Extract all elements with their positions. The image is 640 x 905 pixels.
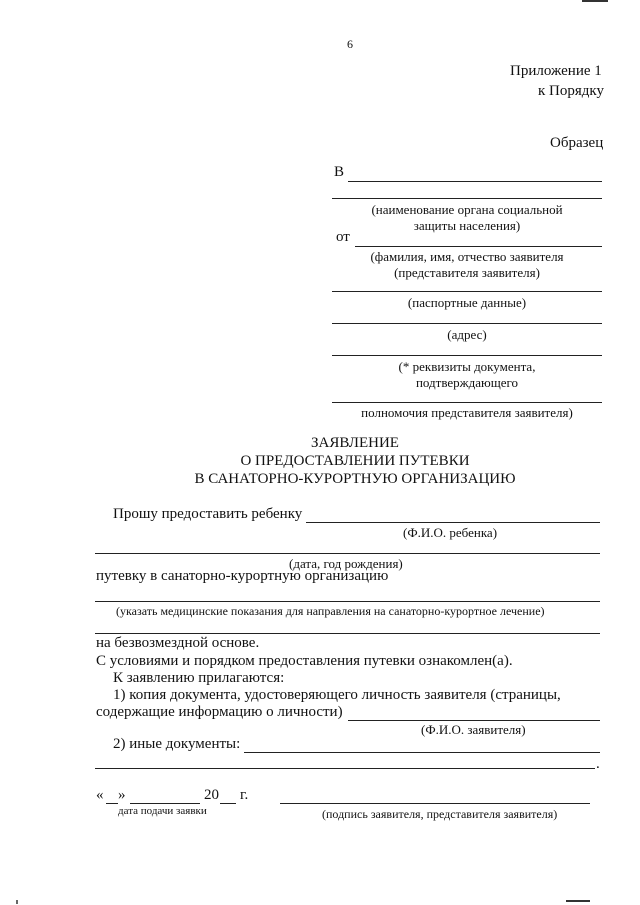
child-hint: (Ф.И.О. ребенка) (403, 525, 498, 540)
other-docs-field-1[interactable] (244, 752, 600, 753)
passport-field-line[interactable] (332, 291, 602, 292)
title-line-3: В САНАТОРНО-КУРОРТНУЮ ОРГАНИЗАЦИЮ (194, 471, 516, 487)
date-open-quote: « (96, 787, 104, 803)
requisites-hint-3: полномочия представителя заявителя) (361, 405, 573, 420)
organ-hint-2: защиты населения) (413, 218, 521, 233)
period-mark: . (596, 756, 600, 772)
to-prefix: В (334, 164, 345, 180)
address-hint: (адрес) (447, 327, 487, 342)
acquainted-text: С условиями и порядком предоставления путевки ознакомлен(а). (96, 653, 513, 669)
date-month-field[interactable] (130, 803, 200, 804)
title-line-1: ЗАЯВЛЕНИЕ (311, 435, 399, 451)
medical-field[interactable] (95, 601, 600, 602)
applicant-name-hint: (Ф.И.О. заявителя) (421, 722, 526, 737)
scan-mark-bottom-left (16, 900, 18, 904)
title-line-2: О ПРЕДОСТАВЛЕНИИ ПУТЕВКИ (240, 453, 470, 469)
organ-field-line-1[interactable] (348, 181, 602, 182)
signature-field[interactable] (280, 803, 590, 804)
requisites-field-line-2[interactable] (332, 402, 602, 403)
birth-hint: (дата, год рождения) (289, 556, 403, 571)
item1-line-1: 1) копия документа, удостоверяющего личность заявителя (страницы, (113, 687, 561, 703)
other-docs-field-2[interactable] (95, 768, 595, 769)
applicant-field-line[interactable] (355, 246, 602, 247)
appendix-line-1: Приложение 1 (510, 63, 602, 79)
applicant-hint-1: (фамилия, имя, отчество заявителя (370, 249, 564, 264)
free-basis-text: на безвозмездной основе. (96, 635, 260, 651)
year-prefix: 20 (204, 787, 219, 803)
page-number: 6 (347, 37, 353, 51)
sample-label: Образец (550, 135, 604, 151)
requisites-hint-2: подтверждающего (415, 375, 519, 390)
item2-text: 2) иные документы: (113, 736, 241, 752)
signature-hint: (подпись заявителя, представителя заявителя) (322, 807, 558, 821)
date-hint: дата подачи заявки (118, 805, 207, 817)
requisites-hint-1: (* реквизиты документа, (398, 359, 536, 374)
scan-mark-top-right (582, 0, 608, 2)
year-suffix: г. (240, 787, 249, 803)
appendix-line-2: к Порядку (538, 83, 604, 99)
applicant-hint-2: (представителя заявителя) (394, 265, 540, 280)
from-prefix: от (336, 229, 350, 245)
attached-text: К заявлению прилагаются: (113, 670, 285, 686)
item1-line-2: содержащие информацию о личности) (96, 704, 343, 720)
address-field-line[interactable] (332, 323, 602, 324)
scan-mark-bottom-right (566, 900, 590, 902)
applicant-name-field[interactable] (348, 720, 600, 721)
passport-hint: (паспортные данные) (407, 295, 527, 310)
voucher-text: путевку в санаторно-курортную организацию (96, 568, 389, 584)
request-text: Прошу предоставить ребенку (113, 506, 303, 522)
medical-hint: (указать медицинские показания для направления на санаторно-курортное лечение) (116, 604, 545, 618)
organ-field-line-2[interactable] (332, 198, 602, 199)
organ-hint-1: (наименование органа социальной (371, 202, 563, 217)
birth-date-field[interactable] (95, 553, 600, 554)
requisites-field-line-1[interactable] (332, 355, 602, 356)
medical-field-2[interactable] (95, 633, 600, 634)
date-day-field[interactable] (106, 803, 118, 804)
child-name-field[interactable] (306, 522, 600, 523)
date-close-quote: » (118, 787, 126, 803)
date-year-field[interactable] (220, 803, 236, 804)
